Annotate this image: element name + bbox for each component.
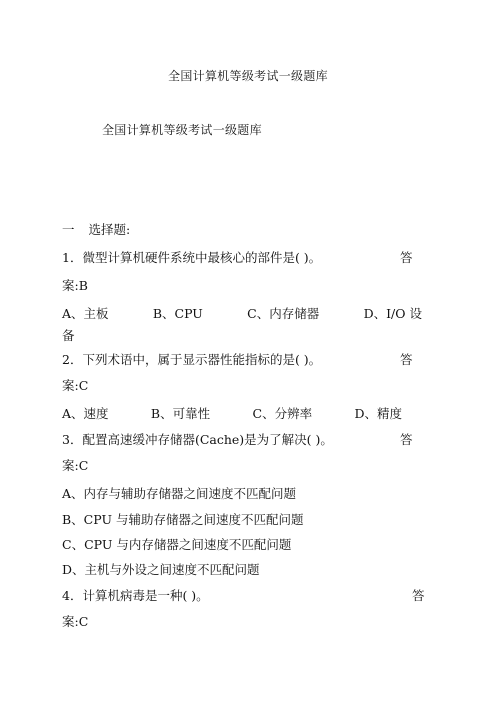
question-4-answer-label: 答 bbox=[412, 588, 425, 603]
question-3-option-a: A、内存与辅助存储器之间速度不匹配问题 bbox=[62, 486, 297, 501]
section-heading bbox=[62, 220, 130, 238]
question-3-option-b: B、CPU 与辅助存储器之间速度不匹配问题 bbox=[62, 512, 304, 527]
section-number: 一 bbox=[62, 222, 75, 237]
option: A、主板 bbox=[62, 306, 109, 321]
question-2-options bbox=[62, 404, 402, 422]
question-3-answer-label: 答 bbox=[400, 432, 413, 447]
question-3-text: 3．配置高速缓冲存储器(Cache)是为了解决( )。 bbox=[62, 432, 333, 447]
question-1-answer: 案:B bbox=[62, 278, 88, 293]
section-label: 选择题: bbox=[88, 222, 131, 237]
option: D、I/O 设 bbox=[363, 306, 422, 321]
question-1-answer-label: 答 bbox=[400, 250, 413, 265]
question-1-options bbox=[62, 304, 422, 322]
question-2-text: 2．下列术语中，属于显示器性能指标的是( )。 bbox=[62, 352, 322, 367]
question-1-option-wrap: 备 bbox=[62, 328, 75, 343]
page-header: 全国计算机等级考试一级题库 bbox=[168, 69, 328, 83]
question-2-answer: 案:C bbox=[62, 378, 89, 393]
option: D、精度 bbox=[354, 406, 402, 421]
option: B、可靠性 bbox=[150, 406, 211, 421]
question-4-answer: 案:C bbox=[62, 614, 89, 629]
question-3-option-d: D、主机与外设之间速度不匹配问题 bbox=[62, 562, 260, 577]
question-1-text: 1．微型计算机硬件系统中最核心的部件是( )。 bbox=[62, 250, 322, 265]
option: C、内存储器 bbox=[247, 306, 320, 321]
option: A、速度 bbox=[62, 406, 109, 421]
option: C、分辨率 bbox=[252, 406, 313, 421]
question-4-text: 4．计算机病毒是一种( )。 bbox=[62, 588, 209, 603]
option: B、CPU bbox=[152, 306, 203, 321]
question-3-answer: 案:C bbox=[62, 458, 89, 473]
question-2-answer-label: 答 bbox=[400, 352, 413, 367]
question-3-option-c: C、CPU 与内存储器之间速度不匹配问题 bbox=[62, 537, 292, 552]
document-title: 全国计算机等级考试一级题库 bbox=[102, 123, 262, 137]
